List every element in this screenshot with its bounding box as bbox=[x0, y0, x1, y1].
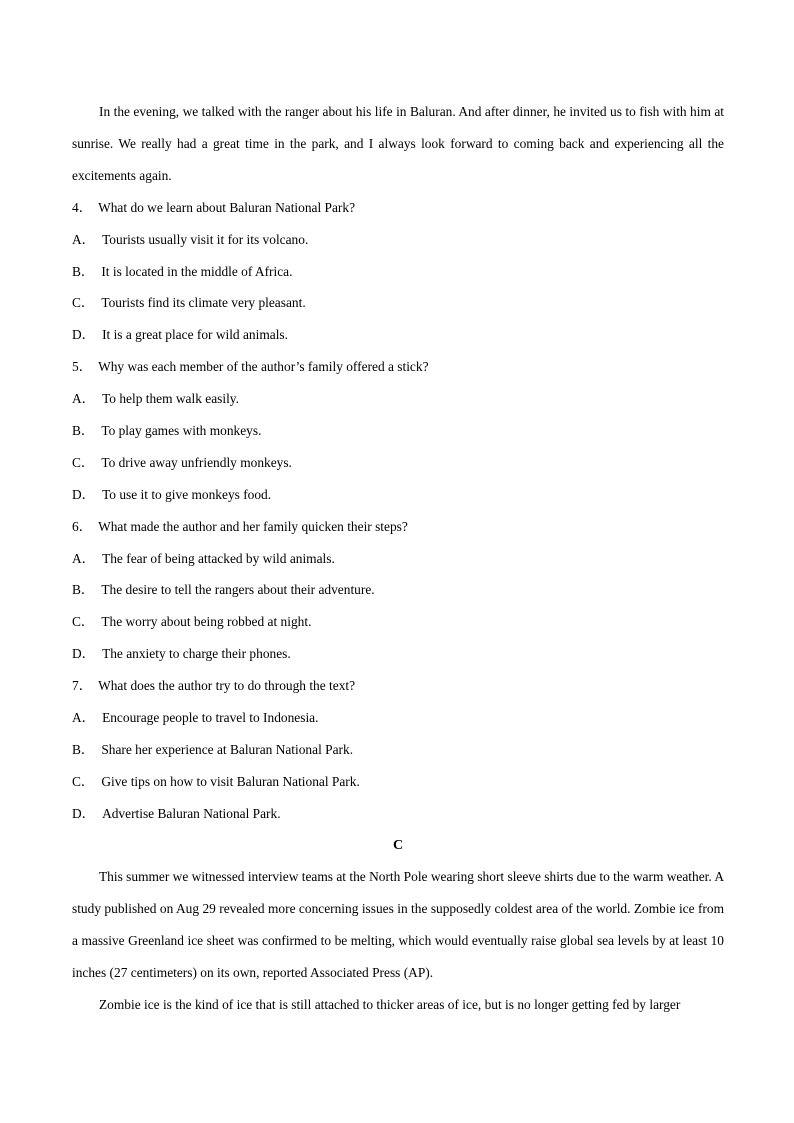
question-4 bbox=[72, 192, 724, 351]
question-stem bbox=[72, 511, 724, 543]
question-stem bbox=[72, 192, 724, 224]
option-letter: C． bbox=[72, 773, 95, 789]
option-b[interactable] bbox=[72, 574, 724, 606]
question-stem bbox=[72, 670, 724, 702]
option-text: To play games with monkeys. bbox=[101, 422, 262, 438]
option-letter: D． bbox=[72, 327, 96, 343]
option-text: It is located in the middle of Africa. bbox=[101, 263, 293, 279]
option-text: The worry about being robbed at night. bbox=[101, 614, 312, 630]
question-text: What do we learn about Baluran National Park? bbox=[98, 199, 356, 215]
question-7 bbox=[72, 670, 724, 829]
option-a[interactable] bbox=[72, 702, 724, 734]
question-number: 5． bbox=[72, 359, 93, 375]
option-letter: C． bbox=[72, 614, 95, 630]
option-c[interactable] bbox=[72, 606, 724, 638]
option-text: To drive away unfriendly monkeys. bbox=[101, 454, 292, 470]
question-text: What does the author try to do through the text? bbox=[98, 678, 356, 694]
question-number: 6． bbox=[72, 518, 93, 534]
option-letter: B． bbox=[72, 741, 95, 757]
option-letter: A． bbox=[72, 709, 96, 725]
option-b[interactable] bbox=[72, 415, 724, 447]
option-letter: D． bbox=[72, 805, 96, 821]
option-b[interactable] bbox=[72, 734, 724, 766]
option-text: To help them walk easily. bbox=[102, 391, 239, 407]
option-text: The fear of being attacked by wild animals. bbox=[102, 550, 335, 566]
document-page bbox=[72, 96, 724, 1021]
option-letter: B． bbox=[72, 263, 95, 279]
question-stem bbox=[72, 351, 724, 383]
question-text: What made the author and her family quicken their steps? bbox=[98, 518, 408, 534]
option-letter: C． bbox=[72, 295, 95, 311]
question-number: 4． bbox=[72, 199, 93, 215]
option-letter: D． bbox=[72, 646, 96, 662]
passage-c-paragraph-2: Zombie ice is the kind of ice that is still attached to thicker areas of ice, but is no longer getting fed by larger bbox=[99, 997, 681, 1013]
option-text: Encourage people to travel to Indonesia. bbox=[102, 709, 319, 725]
option-c[interactable] bbox=[72, 287, 724, 319]
passage-b-closing-paragraph: In the evening, we talked with the ranger about his life in Baluran. And after dinner, he invited us to fish with him at sunrise. We really had a great time in the park, and I always look forward to coming back and experiencing all the excitements again. bbox=[72, 104, 724, 183]
option-a[interactable] bbox=[72, 543, 724, 575]
option-c[interactable] bbox=[72, 766, 724, 798]
option-text: The anxiety to charge their phones. bbox=[102, 646, 291, 662]
section-heading-c: C bbox=[392, 837, 404, 853]
option-letter: D． bbox=[72, 486, 96, 502]
option-d[interactable] bbox=[72, 798, 724, 830]
option-text: Share her experience at Baluran National Park. bbox=[101, 741, 354, 757]
option-letter: A． bbox=[72, 550, 96, 566]
option-d[interactable] bbox=[72, 319, 724, 351]
option-d[interactable] bbox=[72, 638, 724, 670]
passage-c-paragraph-1: This summer we witnessed interview teams at the North Pole wearing short sleeve shirts due to the warm weather. A study published on Aug 29 revealed more concerning issues in the supposedly coldest area of the world. Zombie ice from a massive Greenland ice sheet was confirmed to be melting, which would eventually raise global sea levels by at least 10 inches (27 centimeters) on its own, reported Associated Press (AP). bbox=[72, 869, 724, 981]
option-a[interactable] bbox=[72, 224, 724, 256]
option-text: Advertise Baluran National Park. bbox=[102, 805, 281, 821]
question-text: Why was each member of the author’s family offered a stick? bbox=[98, 359, 429, 375]
option-letter: A． bbox=[72, 391, 96, 407]
option-b[interactable] bbox=[72, 256, 724, 288]
option-letter: B． bbox=[72, 582, 95, 598]
option-letter: C． bbox=[72, 454, 95, 470]
option-text: Tourists find its climate very pleasant. bbox=[101, 295, 306, 311]
option-text: Give tips on how to visit Baluran National Park. bbox=[101, 773, 360, 789]
option-text: It is a great place for wild animals. bbox=[102, 327, 288, 343]
option-text: To use it to give monkeys food. bbox=[102, 486, 272, 502]
option-d[interactable] bbox=[72, 479, 724, 511]
option-a[interactable] bbox=[72, 383, 724, 415]
question-6 bbox=[72, 511, 724, 670]
question-number: 7． bbox=[72, 678, 93, 694]
option-c[interactable] bbox=[72, 447, 724, 479]
option-text: The desire to tell the rangers about their adventure. bbox=[101, 582, 375, 598]
question-5 bbox=[72, 351, 724, 510]
option-letter: B． bbox=[72, 422, 95, 438]
option-text: Tourists usually visit it for its volcano. bbox=[102, 231, 309, 247]
option-letter: A． bbox=[72, 231, 96, 247]
